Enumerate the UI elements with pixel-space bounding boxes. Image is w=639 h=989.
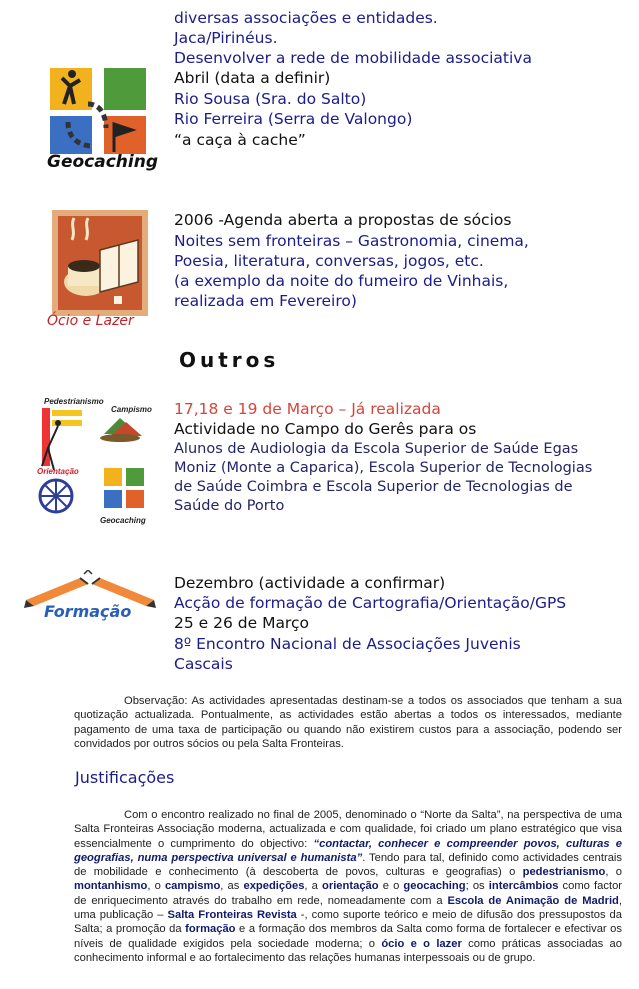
formacao-caption: Formação: [44, 602, 132, 621]
just-text-12: e a formação dos membros da Salta como forma de fortalecer e efectivar os níveis de qualidade exigidos pela sociedade moderna; o: [74, 923, 622, 950]
formacao-line-3: 25 e 26 de Março: [174, 614, 309, 632]
just-bold-revista: Salta Fronteiras Revista: [167, 909, 297, 922]
just-text-2: . Tendo para tal, definido como actividades centrais de mobilidade e conhecimento (à descoberta de povos, culturas e geografias) o: [74, 851, 622, 879]
formacao-line-5: Cascais: [174, 655, 233, 673]
just-bold-ocio-lazer: ócio e o lazer: [381, 937, 462, 950]
observacao-text: Observação: As actividades apresentadas destinam-se a todos os associados que tenham a sua quotização actualizada. Pontualmente, as actividades estão abertas a todos os interessados, mediante pagamento de uma taxa de participação ou quando não existirem custos para a associação, podendo ser convidados por outros sócios ou pela Salta Fronteiras.: [74, 695, 622, 750]
just-bold-orientacao: orientação: [322, 880, 379, 893]
justificacoes-heading: Justificações: [75, 768, 175, 787]
just-text-3: , o: [605, 866, 622, 879]
just-text-11: -, como suporte teórico e meio de difusão dos pressupostos da Salta; a promoção da: [74, 909, 622, 936]
lazer-line-1: 2006 -Agenda aberta a propostas de sócios: [174, 211, 512, 229]
outros-line-6: Saúde do Porto: [174, 498, 285, 514]
ocio-lazer-logo: [52, 210, 148, 330]
lazer-line-5: realizada em Fevereiro): [174, 292, 357, 310]
lazer-line-3: Poesia, literatura, conversas, jogos, etc.: [174, 252, 484, 270]
observacao-paragraph: [74, 694, 622, 751]
collage-label-pedestrianismo: Pedestrianismo: [44, 397, 104, 406]
just-text-13: como práticas associadas ao conhecimento informal e ao fortalecimento das relações humanas interpessoais ou de grupo.: [74, 937, 622, 964]
collage-label-campismo: Campismo: [111, 405, 152, 414]
formacao-line-1: Dezembro (actividade a confirmar): [174, 574, 446, 592]
just-bold-formacao: formação: [185, 923, 236, 936]
collage-label-geocaching: Geocaching: [100, 516, 146, 525]
outros-line-2: Actividade no Campo do Gerês para os: [174, 420, 477, 438]
just-text-1: Com o encontro realizado no final de 2005, denominado o “Norte da Salta”, na perspectiva de uma Salta Fronteiras Associação moderna, actualizada e com qualidade, foi criado um plano estratégico que visa essencialmente o cumprimento do objectivo:: [74, 809, 622, 850]
lazer-line-4: (a exemplo da noite do fumeiro de Vinhais,: [174, 272, 509, 290]
top-line-1: diversas associações e entidades.: [174, 9, 438, 27]
just-bold-campismo: campismo: [164, 880, 221, 893]
just-bold-pedestrianismo: pedestrianismo: [522, 866, 606, 879]
ocio-lazer-caption: Ócio e Lazer: [47, 313, 134, 329]
outros-line-5: de Saúde Coimbra e Escola Superior de Tecnologias de: [174, 479, 573, 495]
just-bold-escola-madrid: Escola de Animação de Madrid: [447, 894, 619, 907]
just-text-10: , uma publicação –: [74, 894, 622, 922]
outros-line-4: Moniz (Monte a Caparica), Escola Superior de Tecnologias: [174, 460, 593, 476]
lazer-line-2: Noites sem fronteiras – Gastronomia, cinema,: [174, 232, 529, 250]
top-line-2: Jaca/Pirinéus.: [174, 29, 278, 47]
just-bold-geocaching: geocaching: [403, 880, 466, 893]
top-line-4: Abril (data a definir): [174, 69, 331, 87]
activities-collage: [28, 396, 158, 528]
formacao-line-4: 8º Encontro Nacional de Associações Juvenis: [174, 635, 521, 653]
geocaching-logo-caption: Geocaching: [47, 152, 158, 172]
just-text-7: e o: [378, 880, 404, 893]
outros-line-3: Alunos de Audiologia da Escola Superior de Saúde Egas: [174, 441, 579, 457]
just-objective-quote: “contactar, conhecer e compreender povos, culturas e geografias, numa perspectiva universal e humanista”: [74, 837, 622, 864]
justificacoes-paragraph: [74, 808, 622, 965]
top-line-3: Desenvolver a rede de mobilidade associativa: [174, 49, 532, 67]
top-line-7: “a caça à cache”: [174, 131, 306, 149]
just-text-9: como factor de enriquecimento através do trabalho em rede, nomeadamente com a: [74, 880, 623, 907]
top-line-5: Rio Sousa (Sra. do Salto): [174, 90, 367, 108]
just-bold-intercambios: intercâmbios: [488, 880, 559, 893]
top-line-6: Rio Ferreira (Serra de Valongo): [174, 110, 413, 128]
just-text-4: , o: [147, 880, 165, 893]
just-bold-expedicoes: expedições: [243, 880, 305, 893]
collage-label-orientacao: Orientação: [37, 467, 79, 476]
formacao-line-2: Acção de formação de Cartografia/Orientação/GPS: [174, 594, 567, 612]
outros-line-1: 17,18 e 19 de Março – Já realizada: [174, 400, 441, 418]
just-text-8: ; os: [465, 880, 489, 893]
outros-heading: Outros: [179, 348, 280, 372]
just-text-5: , as: [220, 880, 244, 893]
just-bold-montanhismo: montanhismo: [74, 880, 148, 893]
just-text-6: , a: [304, 880, 323, 893]
